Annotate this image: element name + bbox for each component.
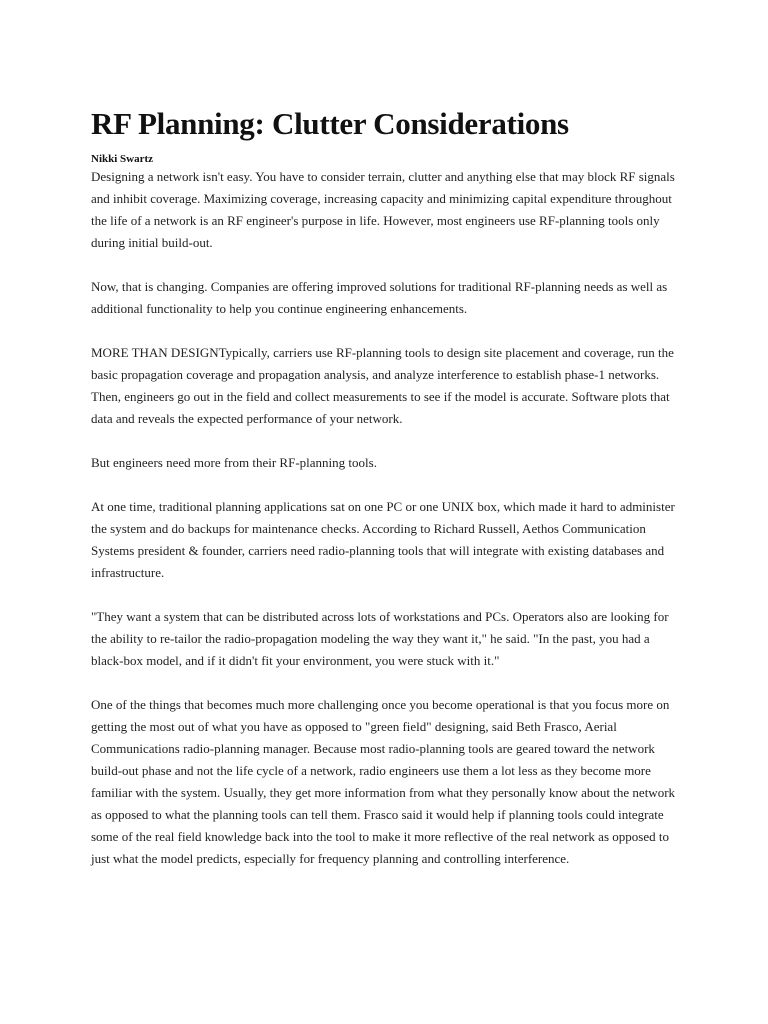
article-title: RF Planning: Clutter Considerations <box>91 106 569 141</box>
paragraph: One of the things that becomes much more challenging once you become operational is that you focus more on getting the most out of what you have as opposed to "green field" designing, said Beth Frasco, Aerial Communications radio-planning manager. Because most radio-planning tools are geared toward the network build-out phase and not the life cycle of a network, radio engineers use them a lot less as they become more familiar with the system. Usually, they get more information from what they personally know about the network as opposed to what the planning tools can tell them. Frasco said it would help if planning tools could integrate some of the real field knowledge back into the tool to make it more reflective of the real network as opposed to just what the model predicts, especially for frequency planning and controlling interference. <box>91 697 676 866</box>
paragraph: "They want a system that can be distributed across lots of workstations and PCs. Operators also are looking for the ability to re-tailor the radio-propagation modeling the way they want it," he said. "In the past, you had a black-box model, and if it didn't fit your environment, you were stuck with it." <box>91 609 669 668</box>
article-body <box>91 166 683 870</box>
article <box>91 104 683 892</box>
paragraph: Designing a network isn't easy. You have to consider terrain, clutter and anything else that may block RF signals and inhibit coverage. Maximizing coverage, increasing capacity and minimizing capital expenditure throughout the life of a network is an RF engineer's purpose in life. However, most engineers use RF-planning tools only during initial build-out. <box>91 169 675 250</box>
paragraph: Now, that is changing. Companies are offering improved solutions for traditional RF-planning needs as well as additional functionality to help you continue engineering enhancements. <box>91 279 668 316</box>
paragraph: At one time, traditional planning applications sat on one PC or one UNIX box, which made it hard to administer the system and do backups for maintenance checks. According to Richard Russell, Aethos Communication Systems president & founder, carriers need radio-planning tools that will integrate with existing databases and infrastructure. <box>91 499 675 580</box>
article-author: Nikki Swartz <box>91 153 154 165</box>
paragraph: MORE THAN DESIGNTypically, carriers use RF-planning tools to design site placement and coverage, run the basic propagation coverage and propagation analysis, and analyze interference to establish phase-1 networks. Then, engineers go out in the field and collect measurements to see if the model is accurate. Software plots that data and reveals the expected performance of your network. <box>91 345 674 426</box>
paragraph: But engineers need more from their RF-planning tools. <box>91 455 377 470</box>
